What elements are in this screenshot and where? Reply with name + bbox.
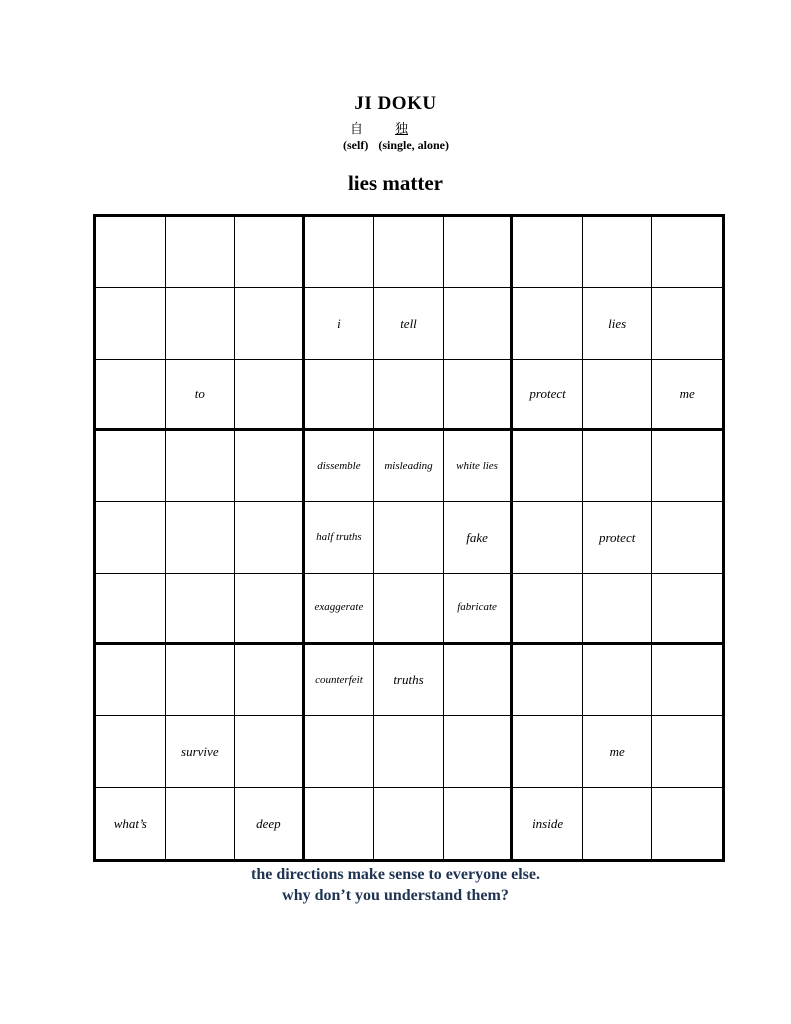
- grid-cell-r2-c9[interactable]: [652, 288, 722, 359]
- grid-cell-r7-c6[interactable]: [444, 645, 514, 716]
- grid-cell-r1-c3[interactable]: [235, 217, 305, 288]
- kanji-meanings: [343, 138, 483, 153]
- grid-cell-r3-c3[interactable]: [235, 360, 305, 431]
- grid-cell-r9-c9[interactable]: [652, 788, 722, 859]
- grid-cell-r4-c9[interactable]: [652, 431, 722, 502]
- grid-cell-r3-c5[interactable]: [374, 360, 444, 431]
- grid-cell-r8-c4[interactable]: [305, 716, 375, 787]
- grid-cell-r2-c7[interactable]: [513, 288, 583, 359]
- grid-cell-r7-c8[interactable]: [583, 645, 653, 716]
- grid-cell-r1-c6[interactable]: [444, 217, 514, 288]
- grid-cell-r8-c1[interactable]: [96, 716, 166, 787]
- grid-cell-r6-c1[interactable]: [96, 574, 166, 645]
- grid-cell-r3-c4[interactable]: [305, 360, 375, 431]
- grid-cell-r9-c2[interactable]: [166, 788, 236, 859]
- grid-cell-r5-c8[interactable]: protect: [583, 502, 653, 573]
- footer-text: [0, 864, 791, 906]
- grid-cell-r1-c4[interactable]: [305, 217, 375, 288]
- grid-cell-r6-c9[interactable]: [652, 574, 722, 645]
- grid-cell-r4-c6[interactable]: white lies: [444, 431, 514, 502]
- footer-line-1: the directions make sense to everyone else.: [251, 866, 540, 883]
- grid-cell-r8-c5[interactable]: [374, 716, 444, 787]
- grid-cell-r5-c7[interactable]: [513, 502, 583, 573]
- grid-cell-r7-c5[interactable]: truths: [374, 645, 444, 716]
- grid-cell-r4-c4[interactable]: dissemble: [305, 431, 375, 502]
- grid-cell-r7-c9[interactable]: [652, 645, 722, 716]
- grid-cell-r3-c6[interactable]: [444, 360, 514, 431]
- grid-cell-r5-c5[interactable]: [374, 502, 444, 573]
- puzzle-title: lies matter: [347, 171, 444, 195]
- grid-cell-r8-c6[interactable]: [444, 716, 514, 787]
- grid-cell-r9-c7[interactable]: inside: [513, 788, 583, 859]
- grid-cell-r2-c8[interactable]: lies: [583, 288, 653, 359]
- grid-cell-r5-c6[interactable]: fake: [444, 502, 514, 573]
- grid-cell-r2-c3[interactable]: [235, 288, 305, 359]
- grid-cell-r7-c4[interactable]: counterfeit: [305, 645, 375, 716]
- grid-cell-r6-c2[interactable]: [166, 574, 236, 645]
- grid-cell-r5-c4[interactable]: half truths: [305, 502, 375, 573]
- grid-cell-r1-c5[interactable]: [374, 217, 444, 288]
- grid-cell-r6-c5[interactable]: [374, 574, 444, 645]
- grid-cell-r8-c3[interactable]: [235, 716, 305, 787]
- grid-cell-r1-c7[interactable]: [513, 217, 583, 288]
- grid-cell-r1-c9[interactable]: [652, 217, 722, 288]
- grid-cell-r3-c2[interactable]: to: [166, 360, 236, 431]
- grid-cell-r2-c1[interactable]: [96, 288, 166, 359]
- grid-cell-r5-c1[interactable]: [96, 502, 166, 573]
- grid-cell-r8-c8[interactable]: me: [583, 716, 653, 787]
- grid-cell-r4-c2[interactable]: [166, 431, 236, 502]
- grid-cell-r8-c9[interactable]: [652, 716, 722, 787]
- meaning-self: (self): [343, 138, 369, 152]
- grid-cell-r9-c6[interactable]: [444, 788, 514, 859]
- grid-cell-r3-c9[interactable]: me: [652, 360, 722, 431]
- grid-cell-r2-c6[interactable]: [444, 288, 514, 359]
- puzzle-grid: [93, 214, 725, 862]
- grid-cell-r9-c1[interactable]: what’s: [96, 788, 166, 859]
- grid-cell-r5-c9[interactable]: [652, 502, 722, 573]
- grid-cell-r6-c6[interactable]: fabricate: [444, 574, 514, 645]
- grid-cell-r7-c7[interactable]: [513, 645, 583, 716]
- grid-cell-r8-c7[interactable]: [513, 716, 583, 787]
- grid-cell-r9-c8[interactable]: [583, 788, 653, 859]
- grid-cell-r1-c2[interactable]: [166, 217, 236, 288]
- grid-cell-r9-c5[interactable]: [374, 788, 444, 859]
- grid-cell-r4-c7[interactable]: [513, 431, 583, 502]
- grid-cell-r9-c3[interactable]: deep: [235, 788, 305, 859]
- grid-cell-r7-c3[interactable]: [235, 645, 305, 716]
- grid-cell-r2-c5[interactable]: tell: [374, 288, 444, 359]
- grid-cell-r6-c7[interactable]: [513, 574, 583, 645]
- meaning-single: (single, alone): [378, 138, 449, 152]
- grid-cell-r4-c5[interactable]: misleading: [374, 431, 444, 502]
- grid-cell-r4-c3[interactable]: [235, 431, 305, 502]
- grid-cell-r2-c4[interactable]: i: [305, 288, 375, 359]
- kanji-self: 自: [350, 122, 364, 137]
- grid-cell-r4-c8[interactable]: [583, 431, 653, 502]
- grid-cell-r5-c2[interactable]: [166, 502, 236, 573]
- grid-cell-r3-c8[interactable]: [583, 360, 653, 431]
- grid-cell-r3-c7[interactable]: protect: [513, 360, 583, 431]
- game-title: JI DOKU: [354, 93, 437, 114]
- kanji-single: 独: [395, 122, 409, 137]
- kanji-row: [341, 118, 461, 138]
- grid-cell-r3-c1[interactable]: [96, 360, 166, 431]
- grid-cell-r6-c8[interactable]: [583, 574, 653, 645]
- grid-cell-r1-c1[interactable]: [96, 217, 166, 288]
- grid-cell-r9-c4[interactable]: [305, 788, 375, 859]
- grid-cell-r5-c3[interactable]: [235, 502, 305, 573]
- grid-cell-r4-c1[interactable]: [96, 431, 166, 502]
- grid-cell-r7-c1[interactable]: [96, 645, 166, 716]
- grid-cell-r8-c2[interactable]: survive: [166, 716, 236, 787]
- footer-line-2: why don’t you understand them?: [282, 887, 509, 904]
- grid-cell-r7-c2[interactable]: [166, 645, 236, 716]
- grid-cell-r6-c4[interactable]: exaggerate: [305, 574, 375, 645]
- grid-cell-r1-c8[interactable]: [583, 217, 653, 288]
- grid-cell-r6-c3[interactable]: [235, 574, 305, 645]
- grid-cell-r2-c2[interactable]: [166, 288, 236, 359]
